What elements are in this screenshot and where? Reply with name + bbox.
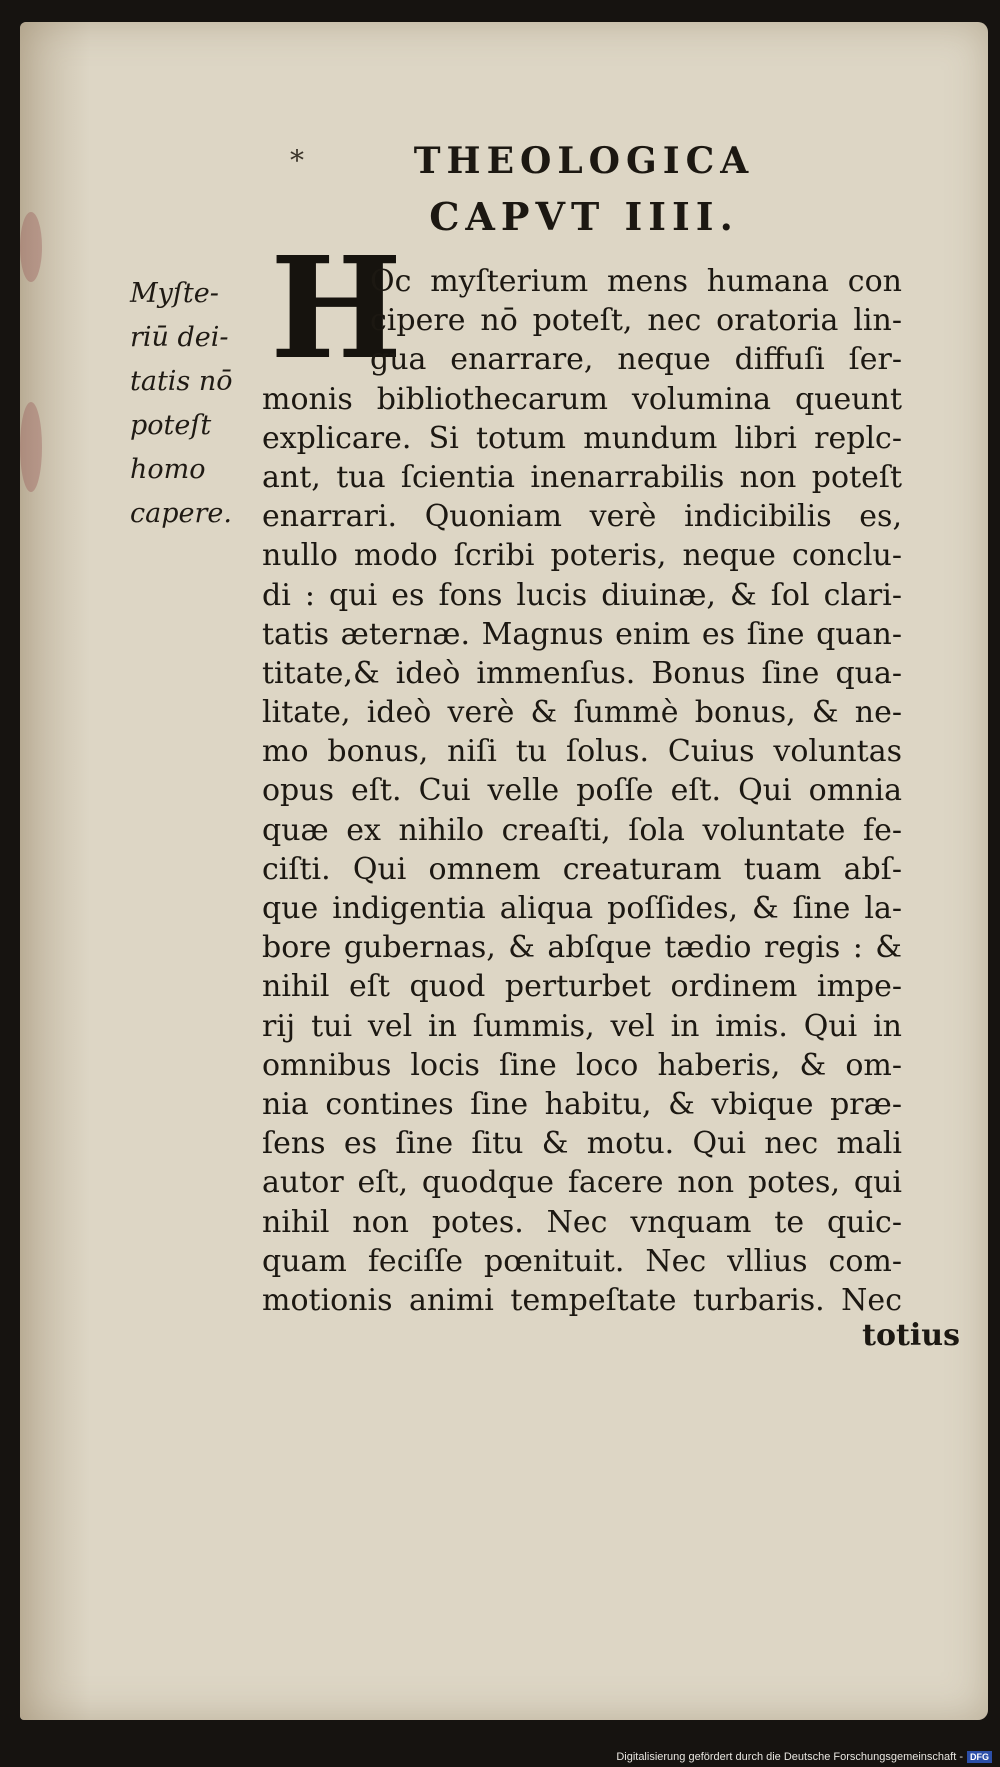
text-line: opus eſt. Cui velle poſſe eſt. Qui omnia: [262, 773, 902, 809]
chapter-title: CAPVT IIII.: [429, 194, 739, 239]
marginal-note-line: poteſt: [130, 410, 212, 441]
dfg-logo: DFG: [967, 1751, 992, 1763]
marginal-note-line: riū dei-: [130, 322, 229, 353]
text-line: litate, ideò verè & ſummè bonus, & ne-: [262, 695, 902, 731]
text-line: quam feciſſe pœnituit. Nec vllius com-: [262, 1243, 902, 1279]
text-line: mo bonus, niſi tu ſolus. Cuius voluntas: [262, 734, 902, 770]
text-line: motionis animi tempeſtate turbaris. Nec: [262, 1282, 902, 1318]
text-line: explicare. Si totum mundum libri replc-: [262, 420, 902, 456]
catchword: totius: [862, 1318, 960, 1353]
marginal-note: [130, 272, 260, 536]
text-line: quæ ex nihilo creaſti, ſola voluntate fe-: [262, 812, 902, 848]
text-line: titate,& ideò immenſus. Bonus ſine qua-: [262, 655, 902, 691]
body-text: [262, 262, 902, 1320]
text-line: bore gubernas, & abſque tædio regis : &: [262, 930, 902, 966]
drop-cap: H: [270, 227, 403, 391]
text-line: ciſti. Qui omnem creaturam tuam abſ-: [262, 851, 902, 887]
text-line: gua enarrare, neque diffuſi ſer-: [370, 342, 902, 378]
folio-mark: *: [290, 144, 304, 177]
text-line: rij tui vel in ſummis, vel in imis. Qui in: [262, 1008, 902, 1044]
text-line: que indigentia aliqua poſſides, & ſine la-: [262, 891, 902, 926]
credit-text: Digitalisierung gefördert durch die Deutsche Forschungsgemeinschaft -: [616, 1751, 963, 1763]
text-line: enarrari. Quoniam verè indicibilis es,: [262, 499, 902, 535]
book-page: [20, 22, 988, 1720]
text-line: omnibus locis ſine loco haberis, & om-: [262, 1047, 902, 1083]
text-line: ſens es ſine ſitu & motu. Qui nec mali: [262, 1126, 902, 1162]
text-line: Oc myſterium mens humana con: [370, 264, 902, 299]
text-line: cipere nō poteſt, nec oratoria lin-: [370, 303, 902, 339]
text-line: tatis æternæ. Magnus enim es ſine quan-: [262, 616, 902, 652]
text-line: nia contines ſine habitu, & vbique præ-: [262, 1086, 902, 1122]
marginal-note-line: Myſte-: [130, 278, 219, 309]
text-line: di : qui es fons lucis diuinæ, & ſol clari-: [262, 577, 902, 613]
text-line: autor eſt, quodque facere non potes, qui: [262, 1165, 902, 1201]
marginal-note-line: capere.: [130, 498, 232, 529]
text-line: nihil eſt quod perturbet ordinem impe-: [262, 969, 902, 1005]
running-head: THEOLOGICA: [413, 140, 755, 182]
marginal-note-line: tatis nō: [130, 366, 233, 397]
page-stain: [20, 402, 42, 492]
text-line: nihil non potes. Nec vnquam te quic-: [262, 1204, 902, 1240]
text-line: nullo modo ſcribi poteris, neque conclu-: [262, 538, 902, 574]
marginal-note-line: homo: [130, 454, 206, 485]
text-line: ant, tua ſcientia inenarrabilis non poteſt: [262, 459, 902, 495]
digitization-credit: [616, 1751, 992, 1763]
text-line: monis bibliothecarum volumina queunt: [262, 381, 902, 417]
